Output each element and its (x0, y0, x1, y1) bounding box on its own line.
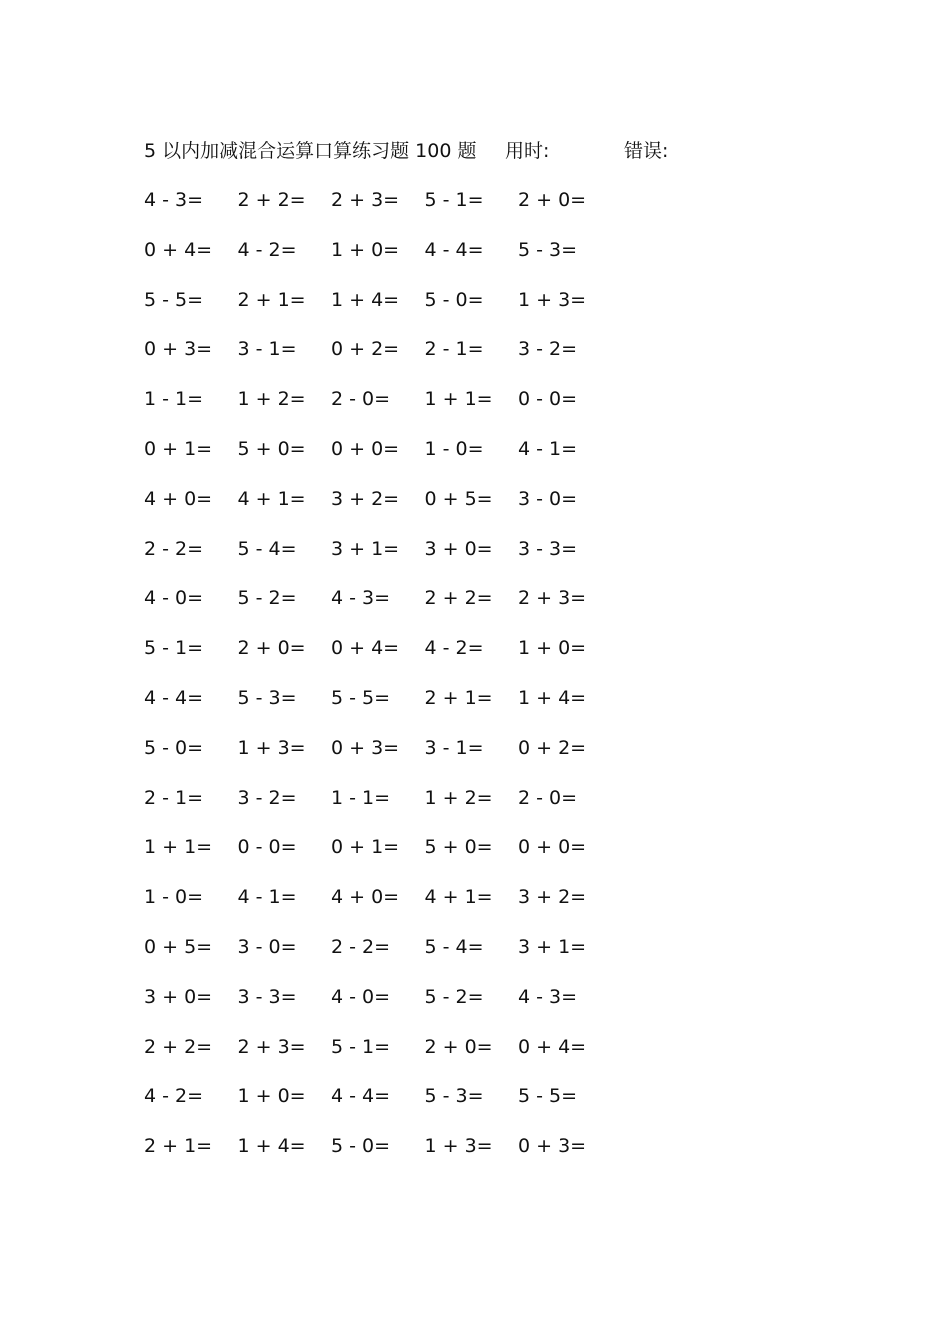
problem-item: 2 - 1= (144, 786, 204, 809)
problem-item: 0 + 5= (144, 935, 213, 958)
problem-row (144, 384, 644, 434)
problem-item: 0 + 1= (144, 437, 213, 460)
problem-row (144, 434, 644, 484)
worksheet-header (144, 136, 844, 166)
problem-item: 4 - 4= (144, 686, 204, 709)
problem-item: 1 + 3= (424, 1135, 493, 1158)
problem-item: 3 - 0= (518, 487, 578, 510)
worksheet-title: 5 以内加减混合运算口算练习题 100 题 (144, 140, 477, 162)
problem-item: 5 - 3= (424, 1085, 484, 1108)
problem-item: 5 - 2= (237, 587, 297, 610)
problem-row (144, 285, 644, 335)
problem-item: 0 - 0= (237, 836, 297, 859)
problem-item: 3 - 3= (237, 985, 297, 1008)
problem-item: 0 + 3= (144, 338, 213, 361)
problem-item: 2 + 0= (518, 189, 587, 211)
problem-item: 4 - 3= (331, 587, 391, 610)
problem-item: 5 - 3= (237, 686, 297, 709)
problem-item: 1 + 2= (424, 786, 493, 809)
problem-item: 5 - 4= (237, 537, 297, 560)
problem-item: 3 + 0= (144, 985, 213, 1008)
problem-item: 5 - 4= (424, 935, 484, 958)
problem-item: 2 + 1= (237, 288, 306, 311)
problem-item: 1 + 4= (331, 288, 400, 311)
problem-item: 4 - 4= (331, 1085, 391, 1108)
problem-item: 1 + 0= (237, 1085, 306, 1108)
problem-item: 5 - 3= (518, 238, 578, 261)
problem-item: 1 - 1= (331, 786, 391, 809)
problem-item: 5 - 1= (331, 1035, 391, 1058)
problem-item: 1 + 2= (237, 388, 306, 411)
problem-item: 0 + 3= (518, 1135, 587, 1158)
problem-item: 0 - 0= (518, 388, 578, 411)
problem-item: 3 + 1= (331, 537, 400, 560)
problem-row (144, 783, 644, 833)
problem-item: 1 + 4= (237, 1135, 306, 1158)
problem-item: 3 - 0= (237, 935, 297, 958)
problem-item: 4 - 2= (237, 238, 297, 261)
problem-row (144, 633, 644, 683)
time-label: 用时: (505, 140, 550, 162)
error-label: 错误: (624, 140, 669, 162)
problem-item: 2 + 2= (424, 587, 493, 610)
problem-item: 2 + 2= (144, 1035, 213, 1058)
problem-item: 2 + 3= (331, 189, 400, 211)
problem-item: 1 - 0= (144, 886, 204, 909)
problem-item: 1 + 4= (518, 686, 587, 709)
problem-item: 3 + 2= (518, 886, 587, 909)
problem-item: 4 - 0= (331, 985, 391, 1008)
problem-item: 4 + 1= (424, 886, 493, 909)
problem-item: 2 - 0= (331, 388, 391, 411)
problem-item: 4 - 2= (424, 637, 484, 660)
problem-item: 3 + 0= (424, 537, 493, 560)
problem-row (144, 1032, 644, 1082)
problem-row (144, 1131, 644, 1181)
problem-item: 2 + 1= (424, 686, 493, 709)
problem-grid (144, 185, 644, 1181)
problem-item: 0 + 4= (331, 637, 400, 660)
problem-item: 2 + 0= (237, 637, 306, 660)
problem-row (144, 334, 644, 384)
problem-item: 4 + 0= (331, 886, 400, 909)
problem-item: 5 - 0= (144, 736, 204, 759)
problem-item: 4 - 4= (424, 238, 484, 261)
problem-item: 4 - 3= (518, 985, 578, 1008)
problem-item: 2 - 2= (144, 537, 204, 560)
problem-item: 3 + 1= (518, 935, 587, 958)
problem-item: 3 - 2= (518, 338, 578, 361)
problem-item: 2 - 0= (518, 786, 578, 809)
problem-item: 4 - 3= (144, 189, 204, 211)
problem-item: 3 + 2= (331, 487, 400, 510)
problem-row (144, 235, 644, 285)
problem-item: 0 + 4= (518, 1035, 587, 1058)
problem-item: 1 + 1= (144, 836, 213, 859)
problem-row (144, 882, 644, 932)
problem-item: 4 + 0= (144, 487, 213, 510)
problem-item: 0 + 5= (424, 487, 493, 510)
problem-item: 1 - 1= (144, 388, 204, 411)
problem-row (144, 733, 644, 783)
problem-item: 3 - 1= (424, 736, 484, 759)
problem-item: 1 - 0= (424, 437, 484, 460)
problem-row (144, 185, 644, 235)
problem-item: 5 - 5= (331, 686, 391, 709)
problem-row (144, 534, 644, 584)
problem-item: 4 - 0= (144, 587, 204, 610)
problem-item: 5 + 0= (237, 437, 306, 460)
problem-item: 2 - 2= (331, 935, 391, 958)
problem-item: 1 + 3= (237, 736, 306, 759)
problem-item: 0 + 2= (518, 736, 587, 759)
problem-item: 2 + 1= (144, 1135, 213, 1158)
problem-row (144, 683, 644, 733)
problem-item: 2 - 1= (424, 338, 484, 361)
problem-item: 1 + 1= (424, 388, 493, 411)
problem-item: 2 + 2= (237, 189, 306, 211)
problem-item: 5 - 0= (424, 288, 484, 311)
problem-item: 2 + 0= (424, 1035, 493, 1058)
problem-item: 4 - 1= (237, 886, 297, 909)
problem-item: 0 + 2= (331, 338, 400, 361)
problem-item: 2 + 3= (237, 1035, 306, 1058)
problem-item: 3 - 2= (237, 786, 297, 809)
problem-item: 5 - 2= (424, 985, 484, 1008)
problem-item: 1 + 0= (331, 238, 400, 261)
problem-item: 0 + 1= (331, 836, 400, 859)
problem-item: 5 - 5= (144, 288, 204, 311)
problem-item: 5 - 0= (331, 1135, 391, 1158)
problem-item: 5 + 0= (424, 836, 493, 859)
problem-row (144, 832, 644, 882)
problem-item: 4 - 1= (518, 437, 578, 460)
problem-item: 4 - 2= (144, 1085, 204, 1108)
problem-row (144, 484, 644, 534)
problem-item: 5 - 1= (424, 189, 484, 211)
problem-item: 0 + 3= (331, 736, 400, 759)
problem-row (144, 982, 644, 1032)
problem-row (144, 583, 644, 633)
problem-item: 0 + 0= (331, 437, 400, 460)
problem-item: 5 - 5= (518, 1085, 578, 1108)
problem-item: 0 + 4= (144, 238, 213, 261)
problem-item: 3 - 3= (518, 537, 578, 560)
problem-item: 1 + 3= (518, 288, 587, 311)
problem-row (144, 1081, 644, 1131)
problem-item: 0 + 0= (518, 836, 587, 859)
problem-item: 5 - 1= (144, 637, 204, 660)
problem-item: 4 + 1= (237, 487, 306, 510)
problem-item: 1 + 0= (518, 637, 587, 660)
problem-item: 3 - 1= (237, 338, 297, 361)
problem-row (144, 932, 644, 982)
problem-item: 2 + 3= (518, 587, 587, 610)
